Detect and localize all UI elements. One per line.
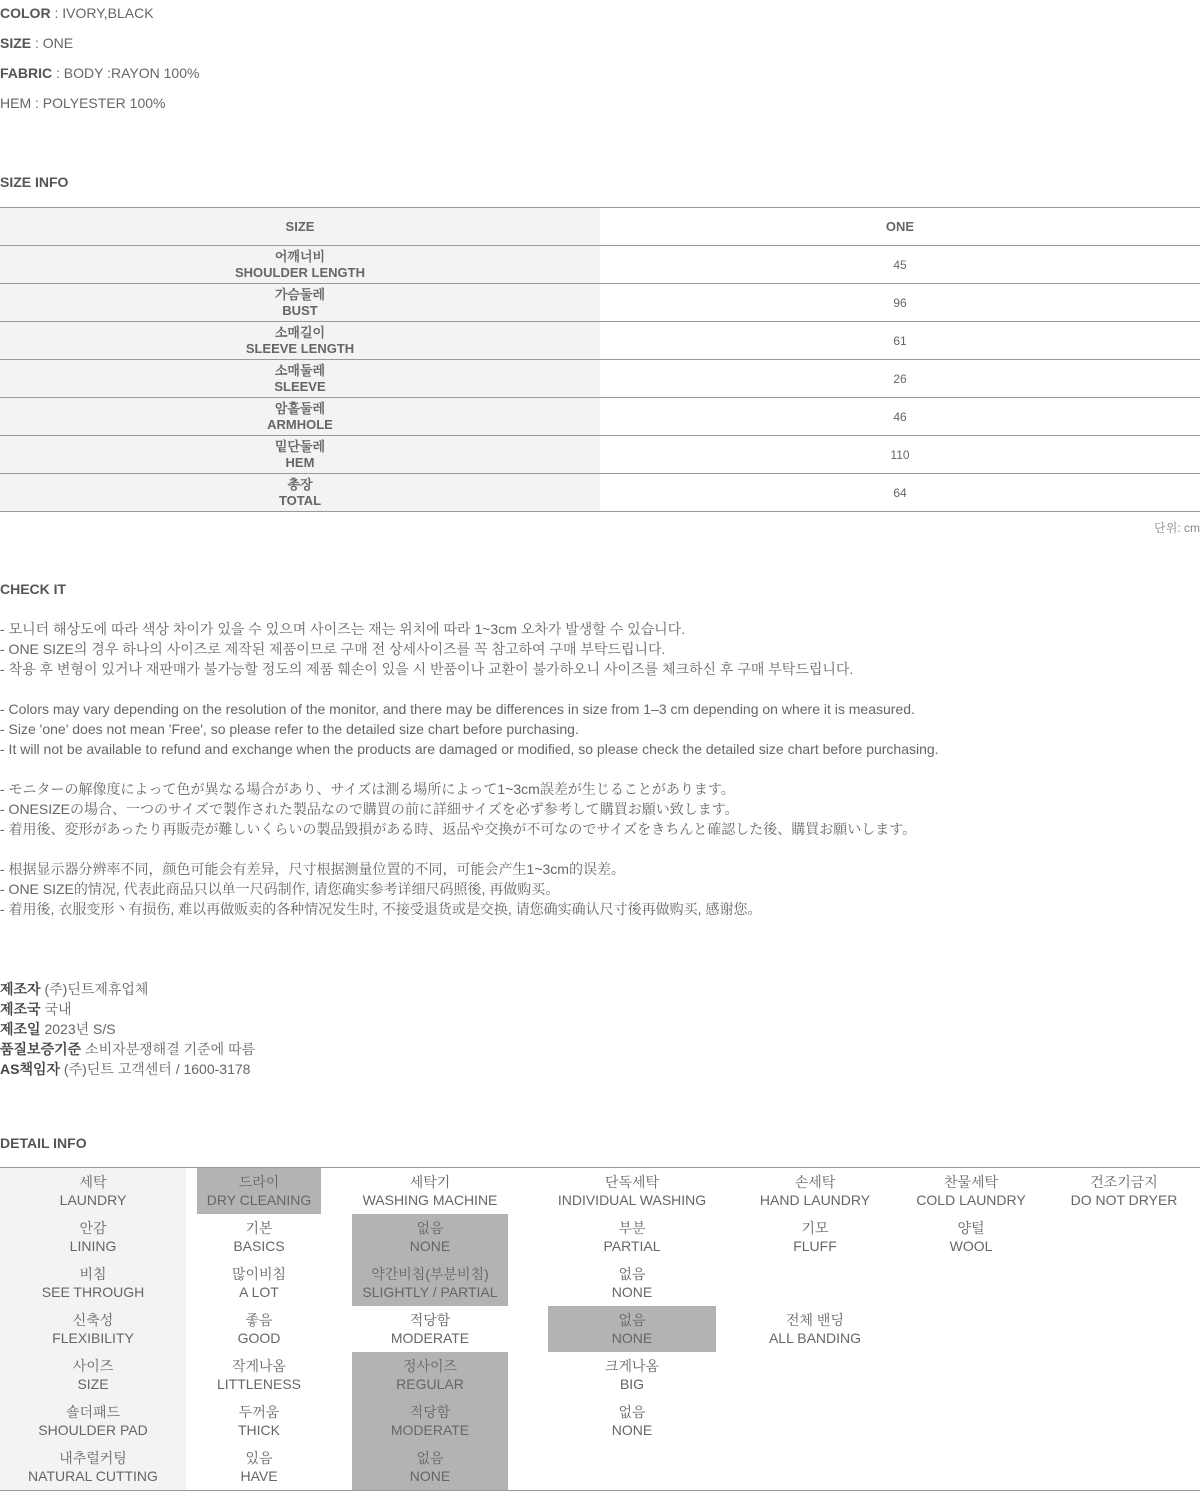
detail-option-en: MODERATE bbox=[390, 1330, 470, 1346]
detail-option-kr: 두꺼움 bbox=[238, 1404, 280, 1420]
maker-value: 국내 bbox=[44, 1001, 72, 1017]
size-table-header bbox=[0, 208, 1200, 246]
size-label-kr: 암홀둘레 bbox=[274, 400, 326, 416]
detail-head-content bbox=[0, 1398, 186, 1444]
detail-option-selected bbox=[548, 1306, 716, 1352]
detail-head-kr: 비침 bbox=[79, 1266, 107, 1282]
maker-label: 제조국 bbox=[0, 1001, 41, 1017]
detail-option bbox=[1048, 1168, 1200, 1215]
detail-option bbox=[894, 1398, 1048, 1444]
detail-row-head bbox=[0, 1444, 186, 1491]
detail-option-en: BIG bbox=[619, 1376, 645, 1392]
detail-option-content bbox=[548, 1260, 716, 1306]
detail-option bbox=[736, 1352, 894, 1398]
detail-head-en: NATURAL CUTTING bbox=[28, 1468, 158, 1484]
detail-option bbox=[1048, 1398, 1200, 1444]
size-row bbox=[0, 246, 1200, 284]
detail-option-kr: 건조기금지 bbox=[1090, 1174, 1158, 1190]
detail-option bbox=[528, 1444, 736, 1491]
detail-option-en: A LOT bbox=[239, 1284, 279, 1300]
detail-option-kr: 손세탁 bbox=[794, 1174, 836, 1190]
detail-option-en: NONE bbox=[409, 1468, 451, 1484]
detail-row-head bbox=[0, 1214, 186, 1260]
detail-option-selected bbox=[197, 1168, 322, 1214]
detail-option bbox=[332, 1214, 528, 1260]
detail-head-content bbox=[0, 1168, 186, 1214]
detail-row bbox=[0, 1352, 1200, 1398]
size-label-en: TOTAL bbox=[278, 492, 322, 508]
size-label-en: HEM bbox=[285, 454, 315, 470]
detail-option-en: MODERATE bbox=[390, 1422, 470, 1438]
detail-option bbox=[186, 1398, 332, 1444]
size-row-label bbox=[0, 246, 600, 284]
detail-option-kr: 적당함 bbox=[409, 1312, 451, 1328]
detail-option-content bbox=[201, 1306, 317, 1352]
notes-japanese bbox=[0, 779, 916, 839]
note-line: - Colors may vary depending on the resolution of the monitor, and there may be differences in size from 1–3 cm depending on where it is measured. bbox=[0, 701, 915, 717]
detail-option-selected bbox=[352, 1260, 508, 1306]
detail-option-content bbox=[923, 1214, 1019, 1260]
detail-option-content bbox=[906, 1168, 1035, 1214]
size-row bbox=[0, 284, 1200, 322]
size-label-kr: 어깨너비 bbox=[274, 248, 326, 264]
detail-head-en: FLEXIBILITY bbox=[52, 1330, 134, 1346]
detail-option-kr: 작게나옴 bbox=[231, 1358, 287, 1374]
spec-sep: : bbox=[31, 35, 43, 51]
detail-option-kr: 좋음 bbox=[245, 1312, 273, 1328]
detail-option bbox=[894, 1306, 1048, 1352]
detail-option-en: LITTLENESS bbox=[216, 1376, 302, 1392]
detail-option-kr: 전체 밴딩 bbox=[785, 1312, 844, 1328]
note-line: - ONE SIZE의 경우 하나의 사이즈로 제작된 제품이므로 구매 전 상세사이즈를 꼭 참고하여 구매 부탁드립니다. bbox=[0, 641, 666, 657]
size-row bbox=[0, 474, 1200, 512]
detail-option bbox=[186, 1214, 332, 1260]
detail-option bbox=[894, 1260, 1048, 1306]
detail-head-kr: 숄더패드 bbox=[65, 1404, 121, 1420]
maker-info bbox=[0, 979, 255, 1079]
detail-option-en: REGULAR bbox=[396, 1376, 464, 1392]
detail-option bbox=[528, 1214, 736, 1260]
note-line: - 모니터 해상도에 따라 색상 차이가 있을 수 있으며 사이즈는 재는 위치에 따라 1~3cm 오차가 발생할 수 있습니다. bbox=[0, 621, 686, 637]
detail-head-content bbox=[0, 1306, 186, 1352]
detail-option-en: NONE bbox=[611, 1422, 653, 1438]
detail-row-head bbox=[0, 1352, 186, 1398]
size-label-en: BUST bbox=[282, 302, 318, 318]
detail-option-content bbox=[767, 1214, 863, 1260]
detail-option-kr: 없음 bbox=[416, 1450, 444, 1466]
detail-option-content bbox=[548, 1352, 716, 1398]
detail-option-content bbox=[352, 1168, 508, 1214]
detail-head-content bbox=[0, 1214, 186, 1260]
detail-option-en: HAND LAUNDRY bbox=[759, 1192, 871, 1208]
detail-option bbox=[894, 1352, 1048, 1398]
detail-option bbox=[736, 1168, 894, 1215]
detail-option-content bbox=[548, 1168, 716, 1214]
detail-row bbox=[0, 1444, 1200, 1491]
detail-option bbox=[1048, 1214, 1200, 1260]
detail-option bbox=[332, 1260, 528, 1306]
maker-row bbox=[0, 1039, 255, 1059]
detail-option-content bbox=[352, 1306, 508, 1352]
detail-option-kr: 없음 bbox=[618, 1312, 646, 1328]
detail-row bbox=[0, 1398, 1200, 1444]
spec-label: COLOR bbox=[0, 5, 51, 21]
detail-row bbox=[0, 1260, 1200, 1306]
detail-option bbox=[894, 1168, 1048, 1215]
note-line: - ONE SIZE的情况, 代表此商品只以单一尺码制作, 请您确实参考详细尺码照後, 再做购买。 bbox=[0, 881, 560, 897]
note-line: - モニターの解像度によって色が異なる場合があり、サイズは測る場所によって1~3cm誤差が生じることがあります。 bbox=[0, 781, 735, 797]
detail-option-content bbox=[548, 1214, 716, 1260]
size-row-label bbox=[0, 284, 600, 322]
detail-option-kr: 많이비침 bbox=[231, 1266, 287, 1282]
size-label-en: ARMHOLE bbox=[267, 416, 333, 432]
note-line: - It will not be available to refund and exchange when the products are damaged or modified, so please check the detailed size chart before purchasing. bbox=[0, 741, 939, 757]
spec-sep: : bbox=[52, 65, 64, 81]
detail-option bbox=[1048, 1306, 1200, 1352]
detail-option bbox=[528, 1306, 736, 1352]
size-label-en: SLEEVE LENGTH bbox=[245, 340, 355, 356]
size-row-value: 45 bbox=[600, 246, 1200, 284]
detail-option-en: NONE bbox=[611, 1284, 653, 1300]
detail-option-kr: 찬물세탁 bbox=[943, 1174, 999, 1190]
maker-row bbox=[0, 999, 255, 1019]
detail-option bbox=[736, 1444, 894, 1491]
size-row bbox=[0, 360, 1200, 398]
note-line: - 着用後, 衣服变形丶有损伤, 难以再做贩卖的各种情况发生时, 不接受退货或是交换, 请您确实确认尺寸後再做购买, 感谢您。 bbox=[0, 901, 762, 917]
detail-option bbox=[332, 1306, 528, 1352]
detail-option-en: BASICS bbox=[233, 1238, 285, 1254]
spec-size bbox=[0, 35, 73, 51]
detail-head-kr: 세탁 bbox=[79, 1174, 107, 1190]
detail-option-content bbox=[759, 1306, 871, 1352]
size-row bbox=[0, 322, 1200, 360]
detail-option-content bbox=[201, 1260, 317, 1306]
detail-info-title: DETAIL INFO bbox=[0, 1135, 87, 1151]
detail-option-kr: 없음 bbox=[618, 1404, 646, 1420]
detail-option-kr: 없음 bbox=[618, 1266, 646, 1282]
detail-option-selected bbox=[352, 1214, 508, 1260]
size-label-kr: 소매길이 bbox=[274, 324, 326, 340]
detail-option-selected bbox=[352, 1352, 508, 1398]
detail-row-head bbox=[0, 1260, 186, 1306]
maker-row bbox=[0, 1059, 255, 1079]
detail-option-content bbox=[201, 1214, 317, 1260]
detail-head-kr: 신축성 bbox=[72, 1312, 114, 1328]
spec-hem bbox=[0, 95, 165, 111]
size-row-label bbox=[0, 436, 600, 474]
spec-color bbox=[0, 5, 154, 21]
detail-option-content bbox=[1061, 1168, 1188, 1214]
detail-option-en: PARTIAL bbox=[603, 1238, 661, 1254]
size-label-en: SLEEVE bbox=[274, 378, 326, 394]
detail-option bbox=[528, 1168, 736, 1215]
size-header-value: ONE bbox=[600, 208, 1200, 246]
detail-option-kr: 양털 bbox=[957, 1220, 985, 1236]
detail-option bbox=[736, 1214, 894, 1260]
detail-option bbox=[186, 1444, 332, 1491]
maker-value: (주)딘트제휴업체 bbox=[44, 981, 149, 997]
note-line: - 根据显示器分辨率不同，颜色可能会有差异，尺寸根据测量位置的不同，可能会产生1~3cm的误差。 bbox=[0, 861, 625, 877]
detail-option-en: DO NOT DRYER bbox=[1070, 1192, 1178, 1208]
detail-option bbox=[894, 1444, 1048, 1491]
detail-head-en: SEE THROUGH bbox=[41, 1284, 145, 1300]
size-row-value: 96 bbox=[600, 284, 1200, 322]
detail-option-content bbox=[201, 1444, 317, 1490]
spec-value: BODY :RAYON 100% bbox=[63, 65, 200, 81]
detail-option-kr: 크게나옴 bbox=[604, 1358, 660, 1374]
notes-korean bbox=[0, 619, 853, 679]
size-label-kr: 소매둘레 bbox=[274, 362, 326, 378]
size-row-label bbox=[0, 322, 600, 360]
detail-option-kr: 정사이즈 bbox=[402, 1358, 458, 1374]
size-row bbox=[0, 436, 1200, 474]
detail-row-head bbox=[0, 1306, 186, 1352]
detail-option-content bbox=[201, 1352, 317, 1398]
size-row-label bbox=[0, 474, 600, 512]
size-row-value: 46 bbox=[600, 398, 1200, 436]
maker-row bbox=[0, 979, 255, 999]
detail-option-en: SLIGHTLY / PARTIAL bbox=[362, 1284, 498, 1300]
maker-value: 2023년 S/S bbox=[44, 1021, 116, 1037]
maker-label: 제조자 bbox=[0, 981, 41, 997]
detail-option-kr: 없음 bbox=[416, 1220, 444, 1236]
size-label-en: SHOULDER LENGTH bbox=[235, 264, 365, 280]
detail-option-content bbox=[201, 1398, 317, 1444]
spec-fabric bbox=[0, 65, 199, 81]
detail-option-kr: 단독세탁 bbox=[604, 1174, 660, 1190]
detail-head-content bbox=[0, 1444, 186, 1490]
maker-label: AS책임자 bbox=[0, 1061, 61, 1077]
detail-head-content bbox=[0, 1352, 186, 1398]
detail-option-selected bbox=[352, 1444, 508, 1490]
detail-row bbox=[0, 1214, 1200, 1260]
detail-head-en: LAUNDRY bbox=[59, 1192, 127, 1208]
detail-head-en: SIZE bbox=[77, 1376, 109, 1392]
detail-option-kr: 기본 bbox=[245, 1220, 273, 1236]
spec-value: ONE bbox=[42, 35, 74, 51]
detail-option-en: GOOD bbox=[237, 1330, 281, 1346]
spec-value: HEM : POLYESTER 100% bbox=[0, 95, 166, 111]
detail-option bbox=[528, 1260, 736, 1306]
detail-option bbox=[736, 1306, 894, 1352]
detail-option bbox=[332, 1168, 528, 1215]
detail-option bbox=[1048, 1444, 1200, 1491]
detail-option bbox=[894, 1214, 1048, 1260]
detail-option-en: INDIVIDUAL WASHING bbox=[557, 1192, 707, 1208]
spec-label: FABRIC bbox=[0, 65, 53, 81]
detail-option-en: HAVE bbox=[240, 1468, 278, 1484]
detail-row bbox=[0, 1306, 1200, 1352]
unit-label: 단위: cm bbox=[1154, 521, 1200, 535]
detail-option bbox=[186, 1260, 332, 1306]
spec-sep: : bbox=[50, 5, 63, 21]
detail-option-kr: 드라이 bbox=[238, 1174, 280, 1190]
detail-option-en: WASHING MACHINE bbox=[362, 1192, 498, 1208]
check-it-title: CHECK IT bbox=[0, 581, 67, 597]
detail-row-head bbox=[0, 1398, 186, 1444]
detail-option-kr: 세탁기 bbox=[409, 1174, 451, 1190]
size-row-value: 64 bbox=[600, 474, 1200, 512]
maker-value: 소비자분쟁해결 기준에 따름 bbox=[85, 1041, 256, 1057]
detail-option-kr: 기모 bbox=[801, 1220, 829, 1236]
detail-option bbox=[528, 1398, 736, 1444]
detail-row-head bbox=[0, 1168, 186, 1215]
detail-option-kr: 약간비침(부분비침) bbox=[371, 1266, 489, 1282]
size-row-value: 61 bbox=[600, 322, 1200, 360]
size-row-value: 26 bbox=[600, 360, 1200, 398]
detail-head-en: LINING bbox=[69, 1238, 117, 1254]
detail-table bbox=[0, 1167, 1200, 1491]
maker-value: (주)딘트 고객센터 / 1600-3178 bbox=[63, 1061, 251, 1077]
size-info-title: SIZE INFO bbox=[0, 174, 69, 190]
maker-row bbox=[0, 1019, 255, 1039]
detail-option-content bbox=[548, 1398, 716, 1444]
detail-option-en: THICK bbox=[238, 1422, 280, 1438]
detail-option bbox=[186, 1352, 332, 1398]
detail-head-kr: 사이즈 bbox=[72, 1358, 114, 1374]
detail-option bbox=[332, 1398, 528, 1444]
detail-option bbox=[1048, 1352, 1200, 1398]
notes-chinese bbox=[0, 859, 761, 919]
note-line: - 着用後、変形があったり再販売が難しいくらいの製品毀損がある時、返品や交換が不可なのでサイズをきちんと確認した後、購買お願いします。 bbox=[0, 821, 917, 837]
maker-label: 품질보증기준 bbox=[0, 1041, 82, 1057]
detail-option bbox=[736, 1260, 894, 1306]
detail-option-en: COLD LAUNDRY bbox=[916, 1192, 1026, 1208]
detail-option-en: FLUFF bbox=[793, 1238, 837, 1254]
size-row-label bbox=[0, 360, 600, 398]
detail-option bbox=[186, 1168, 332, 1215]
detail-option bbox=[332, 1444, 528, 1491]
detail-option bbox=[736, 1398, 894, 1444]
detail-head-kr: 안감 bbox=[79, 1220, 107, 1236]
detail-option-kr: 부분 bbox=[618, 1220, 646, 1236]
detail-option-en: WOOL bbox=[949, 1238, 993, 1254]
size-row-value: 110 bbox=[600, 436, 1200, 474]
size-label-kr: 가슴둘레 bbox=[274, 286, 326, 302]
maker-label: 제조일 bbox=[0, 1021, 41, 1037]
detail-option-selected bbox=[352, 1398, 508, 1444]
detail-option-en: DRY CLEANING bbox=[206, 1192, 312, 1208]
detail-option bbox=[332, 1352, 528, 1398]
note-line: - Size 'one' does not mean 'Free', so please refer to the detailed size chart before purchasing. bbox=[0, 721, 579, 737]
detail-option-kr: 적당함 bbox=[409, 1404, 451, 1420]
detail-option bbox=[528, 1352, 736, 1398]
size-label-kr: 밑단둘레 bbox=[274, 438, 326, 454]
detail-head-kr: 내추럴커팅 bbox=[59, 1450, 127, 1466]
note-line: - 착용 후 변형이 있거나 재판매가 불가능할 정도의 제품 훼손이 있을 시 반품이나 교환이 불가하오니 사이즈를 체크하신 후 구매 부탁드립니다. bbox=[0, 661, 854, 677]
detail-head-content bbox=[0, 1260, 186, 1306]
detail-option-en: NONE bbox=[611, 1330, 653, 1346]
detail-option bbox=[1048, 1260, 1200, 1306]
detail-option-kr: 있음 bbox=[245, 1450, 273, 1466]
size-header-label: SIZE bbox=[0, 208, 600, 246]
note-line: - ONESIZEの場合、一つのサイズで製作された製品なので購買の前に詳細サイズを必ず参考して購買お願い致します。 bbox=[0, 801, 739, 817]
detail-option bbox=[186, 1306, 332, 1352]
detail-option-en: NONE bbox=[409, 1238, 451, 1254]
detail-option-en: ALL BANDING bbox=[768, 1330, 862, 1346]
detail-row bbox=[0, 1168, 1200, 1215]
detail-head-en: SHOULDER PAD bbox=[38, 1422, 148, 1438]
size-row-label bbox=[0, 398, 600, 436]
detail-option-content bbox=[750, 1168, 880, 1214]
size-row bbox=[0, 398, 1200, 436]
notes-english bbox=[0, 699, 939, 759]
size-table bbox=[0, 207, 1200, 512]
size-label-kr: 총장 bbox=[287, 476, 313, 492]
spec-label: SIZE bbox=[0, 35, 32, 51]
spec-value: IVORY,BLACK bbox=[62, 5, 154, 21]
